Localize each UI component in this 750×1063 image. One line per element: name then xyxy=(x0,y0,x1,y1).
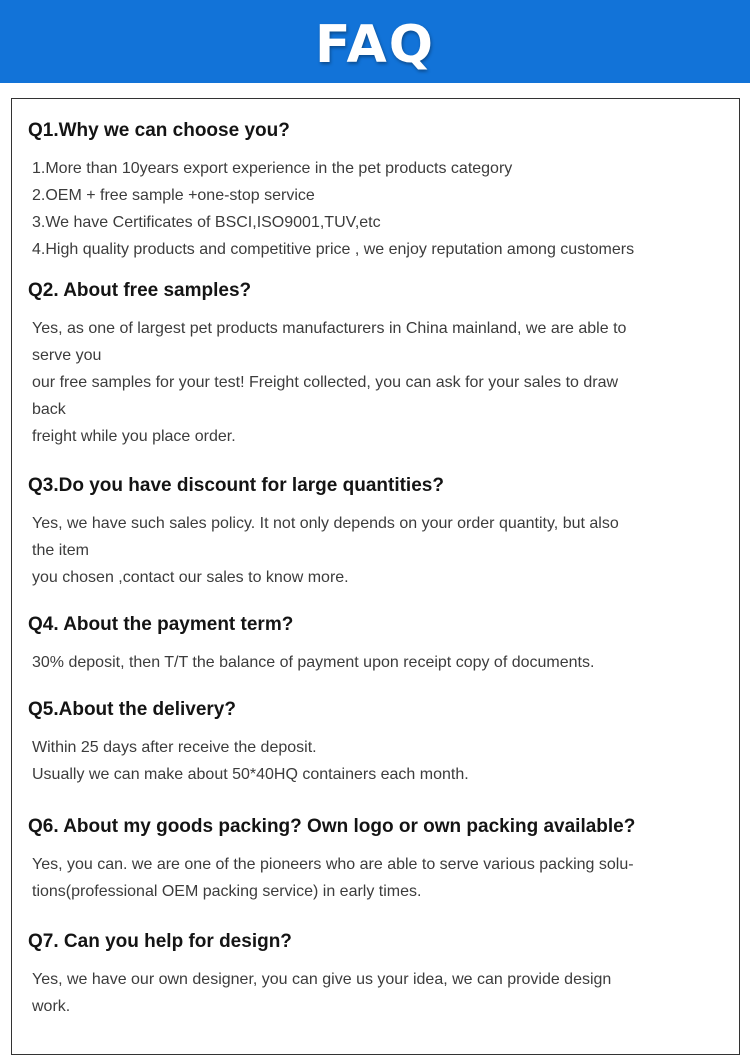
page-title: FAQ xyxy=(314,15,435,75)
answer-line: 1.More than 10years export experience in the pet products category xyxy=(32,160,513,177)
faq-question-4: Q4. About the payment term? xyxy=(28,614,294,635)
answer-line: 3.We have Certificates of BSCI,ISO9001,TUV,etc xyxy=(32,214,381,231)
faq-answer-5 xyxy=(32,734,732,788)
answer-line: serve you xyxy=(32,347,102,364)
answer-line: work. xyxy=(32,998,71,1015)
answer-line: 2.OEM + free sample +one-stop service xyxy=(32,187,315,204)
answer-line: Usually we can make about 50*40HQ containers each month. xyxy=(32,766,469,783)
answer-line: our free samples for your test! Freight collected, you can ask for your sales to draw xyxy=(32,374,619,391)
answer-line: the item xyxy=(32,542,89,559)
faq-banner xyxy=(0,0,750,83)
faq-panel xyxy=(11,98,740,1055)
answer-line: Yes, we have our own designer, you can give us your idea, we can provide design xyxy=(32,971,612,988)
answer-line: back xyxy=(32,401,66,418)
answer-line: you chosen ,contact our sales to know more. xyxy=(32,569,349,586)
faq-answer-3 xyxy=(32,510,732,591)
answer-line: 30% deposit, then T/T the balance of payment upon receipt copy of documents. xyxy=(32,654,595,671)
answer-line: Within 25 days after receive the deposit. xyxy=(32,739,317,756)
faq-question-6: Q6. About my goods packing? Own logo or own packing available? xyxy=(28,816,636,837)
faq-answer-1 xyxy=(32,155,732,263)
faq-answer-2 xyxy=(32,315,732,450)
faq-question-5: Q5.About the delivery? xyxy=(28,699,236,720)
answer-line: Yes, as one of largest pet products manufacturers in China mainland, we are able to xyxy=(32,320,627,337)
faq-question-2: Q2. About free samples? xyxy=(28,280,252,301)
faq-question-3: Q3.Do you have discount for large quantities? xyxy=(28,475,444,496)
faq-answer-7 xyxy=(32,966,732,1020)
answer-line: tions(professional OEM packing service) in early times. xyxy=(32,883,422,900)
answer-line: 4.High quality products and competitive price , we enjoy reputation among customers xyxy=(32,241,635,258)
answer-line: freight while you place order. xyxy=(32,428,236,445)
faq-answer-4 xyxy=(32,649,732,676)
answer-line: Yes, you can. we are one of the pioneers who are able to serve various packing solu- xyxy=(32,856,634,873)
faq-question-1: Q1.Why we can choose you? xyxy=(28,120,290,141)
faq-answer-6 xyxy=(32,851,732,905)
answer-line: Yes, we have such sales policy. It not only depends on your order quantity, but also xyxy=(32,515,619,532)
faq-question-7: Q7. Can you help for design? xyxy=(28,931,292,952)
